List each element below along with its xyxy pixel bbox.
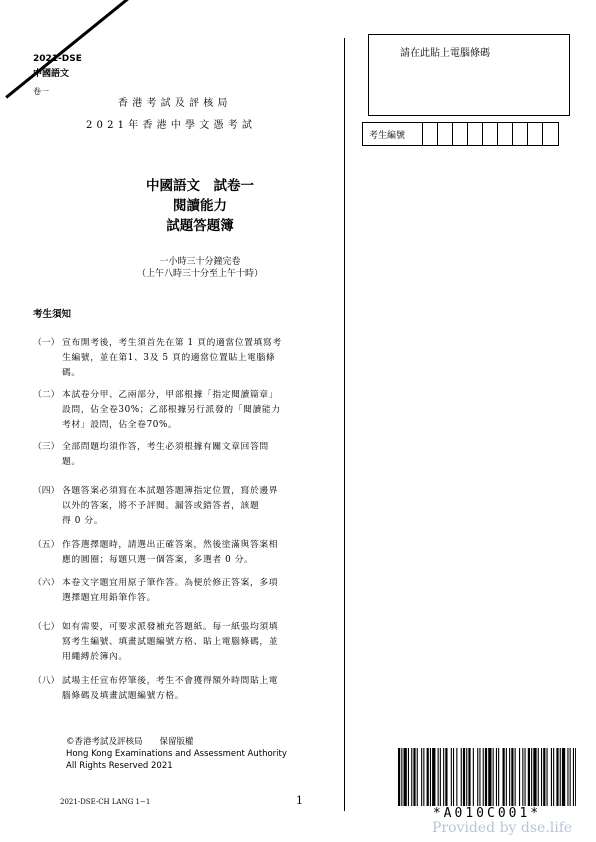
barcode-bar xyxy=(496,748,497,806)
duration-text: 一小時三十分鐘完卷 xyxy=(159,257,241,267)
instruction-text-line: 試場主任宣布停筆後，考生不會獲得額外時間貼上電 xyxy=(62,676,279,686)
barcode-bar xyxy=(432,748,435,806)
barcode-image xyxy=(398,748,576,806)
barcode-bar xyxy=(398,748,400,806)
barcode-bar xyxy=(430,748,431,806)
barcode-bar xyxy=(573,748,574,806)
candidate-number-field[interactable] xyxy=(362,122,559,146)
authority-name: 香港考試及評核局 xyxy=(118,98,232,109)
barcode-bar xyxy=(528,748,530,806)
barcode-bar xyxy=(440,748,441,806)
barcode-bar xyxy=(547,748,548,806)
margin-line xyxy=(344,38,345,811)
barcode-bar xyxy=(522,748,523,806)
instruction-text-line: 應的圓圈；每題只選一個答案，多選者 0 分。 xyxy=(62,555,254,565)
instruction-number: （四） xyxy=(33,486,60,496)
copyright-line: ©香港考試及評核局 保留版權 xyxy=(66,737,194,747)
barcode-bar xyxy=(551,748,552,806)
barcode-sticker-label: 請在此貼上電腦條碼 xyxy=(400,48,490,59)
barcode-bar xyxy=(473,748,474,806)
instruction-number: （七） xyxy=(33,622,60,632)
barcode-bar xyxy=(445,748,447,806)
barcode-bar xyxy=(477,748,478,806)
instruction-text-line: 寫考生編號、填畫試題編號方格、貼上電腦條碼，並 xyxy=(62,637,279,647)
barcode-bar xyxy=(509,748,510,806)
barcode-bar xyxy=(575,748,576,806)
instruction-text-line: 如有需要，可要求派發補充答題紙。每一紙張均須填 xyxy=(62,622,279,632)
barcode-bar xyxy=(451,748,452,806)
instruction-text-line: 以外的答案，將不予評閱。漏答或錯答者，該題 xyxy=(62,501,260,511)
barcode-bar xyxy=(570,748,571,806)
paper-title: 中國語文 試卷一 xyxy=(146,178,254,194)
instruction-text-line: 本卷文字題宜用原子筆作答。為便於修正答案，多項 xyxy=(62,578,279,588)
barcode-text: *A010C001* xyxy=(432,806,542,821)
barcode-bar xyxy=(423,748,424,806)
barcode-bar xyxy=(413,748,415,806)
candidate-number-box[interactable] xyxy=(498,123,513,145)
instruction-text-line: 用繩縛於簿內。 xyxy=(62,652,128,662)
barcode-bar xyxy=(511,748,513,806)
candidate-number-box[interactable] xyxy=(528,123,543,145)
diagonal-line xyxy=(5,0,159,98)
barcode-bar xyxy=(466,748,467,806)
candidate-number-box[interactable] xyxy=(423,123,438,145)
copyright-rights: All Rights Reserved 2021 xyxy=(66,761,173,771)
candidate-number-box[interactable] xyxy=(543,123,558,145)
barcode-bar xyxy=(525,748,526,806)
barcode-bar xyxy=(498,748,499,806)
barcode-bar xyxy=(533,748,536,806)
candidate-number-box[interactable] xyxy=(483,123,498,145)
instruction-number: （二） xyxy=(33,390,60,400)
barcode-bar xyxy=(531,748,532,806)
subject-code: 中國語文 xyxy=(33,69,70,79)
barcode-bar xyxy=(567,748,568,806)
barcode-bar xyxy=(543,748,545,806)
barcode-bar xyxy=(463,748,465,806)
instruction-text-line: 設問，佔全卷30%；乙部根據另行派發的「閱讀能力 xyxy=(62,405,281,415)
candidate-number-box[interactable] xyxy=(453,123,468,145)
watermark-text: Provided by dse.life xyxy=(432,820,573,836)
candidate-number-label: 考生編號 xyxy=(363,123,423,145)
time-range-text: （上午八時三十分至上午十時） xyxy=(136,269,263,279)
barcode-bar xyxy=(456,748,457,806)
barcode-bar xyxy=(468,748,470,806)
barcode-bar xyxy=(515,748,516,806)
candidate-number-box[interactable] xyxy=(468,123,483,145)
paper-subtitle: 閱讀能力 xyxy=(173,198,227,214)
candidate-number-box[interactable] xyxy=(438,123,453,145)
barcode-bar xyxy=(503,748,505,806)
exam-code: 2021-DSE xyxy=(33,54,82,64)
barcode-bar xyxy=(560,748,561,806)
instruction-text-line: 題。 xyxy=(62,457,81,467)
barcode-bar xyxy=(417,748,418,806)
instruction-text-line: 選擇題宜用鉛筆作答。 xyxy=(62,593,156,603)
instruction-number: （六） xyxy=(33,578,60,588)
barcode-bar xyxy=(562,748,565,806)
paper-label: 卷一 xyxy=(33,87,49,96)
booklet-title: 試題答題簿 xyxy=(166,218,234,234)
barcode-bar xyxy=(461,748,462,806)
barcode-bar xyxy=(421,748,422,806)
barcode-bar xyxy=(427,748,429,806)
instruction-text-line: 全部問題均須作答，考生必須根據有關文章回答問 xyxy=(62,442,269,452)
barcode-bar xyxy=(438,748,439,806)
barcode-bar xyxy=(553,748,554,806)
instruction-text-line: 得 0 分。 xyxy=(62,516,104,526)
barcode-bar xyxy=(556,748,558,806)
instruction-number: （三） xyxy=(33,442,60,452)
exam-name: 2021年香港中學文憑考試 xyxy=(86,120,257,131)
barcode-bar xyxy=(411,748,412,806)
copyright-authority: Hong Kong Examinations and Assessment Authority xyxy=(66,749,287,759)
candidate-number-box[interactable] xyxy=(513,123,528,145)
barcode-bar xyxy=(443,748,444,806)
barcode-bar xyxy=(485,748,487,806)
instruction-text-line: 生編號，並在第1、3及 5 頁的適當位置貼上電腦條 xyxy=(62,353,276,363)
instruction-text-line: 宣布開考後，考生須首先在第 1 頁的適當位置填寫考 xyxy=(62,338,282,348)
barcode-bar xyxy=(453,748,454,806)
barcode-bar xyxy=(401,748,402,806)
instruction-text-line: 作答選擇題時，請選出正確答案，然後塗滿與答案相 xyxy=(62,540,279,550)
paper-code-footer: 2021-DSE-CH LANG 1−1 xyxy=(60,798,151,806)
instruction-text-line: 碼。 xyxy=(62,368,81,378)
barcode-bar xyxy=(519,748,520,806)
instruction-text-line: 各題答案必須寫在本試題答題簿指定位置，寫於邊界 xyxy=(62,486,279,496)
page-number: 1 xyxy=(296,794,303,807)
instruction-number: （八） xyxy=(33,676,60,686)
barcode-bar xyxy=(408,748,409,806)
barcode-bar xyxy=(541,748,542,806)
instruction-number: （一） xyxy=(33,338,60,348)
instruction-text-line: 本試卷分甲、乙兩部分，甲部根據「指定閱讀篇章」 xyxy=(62,390,279,400)
barcode-bar xyxy=(506,748,507,806)
barcode-bar xyxy=(479,748,480,806)
barcode-bar xyxy=(483,748,484,806)
barcode-bar xyxy=(488,748,491,806)
instruction-number: （五） xyxy=(33,540,60,550)
barcode-bar xyxy=(538,748,539,806)
barcode-bar xyxy=(404,748,407,806)
instruction-text-line: 考材」設問，佔全卷70%。 xyxy=(62,420,178,430)
instruction-text-line: 腦條碼及填畫試題編號方格。 xyxy=(62,691,185,701)
barcode-bar xyxy=(493,748,494,806)
instructions-heading: 考生須知 xyxy=(33,309,72,320)
